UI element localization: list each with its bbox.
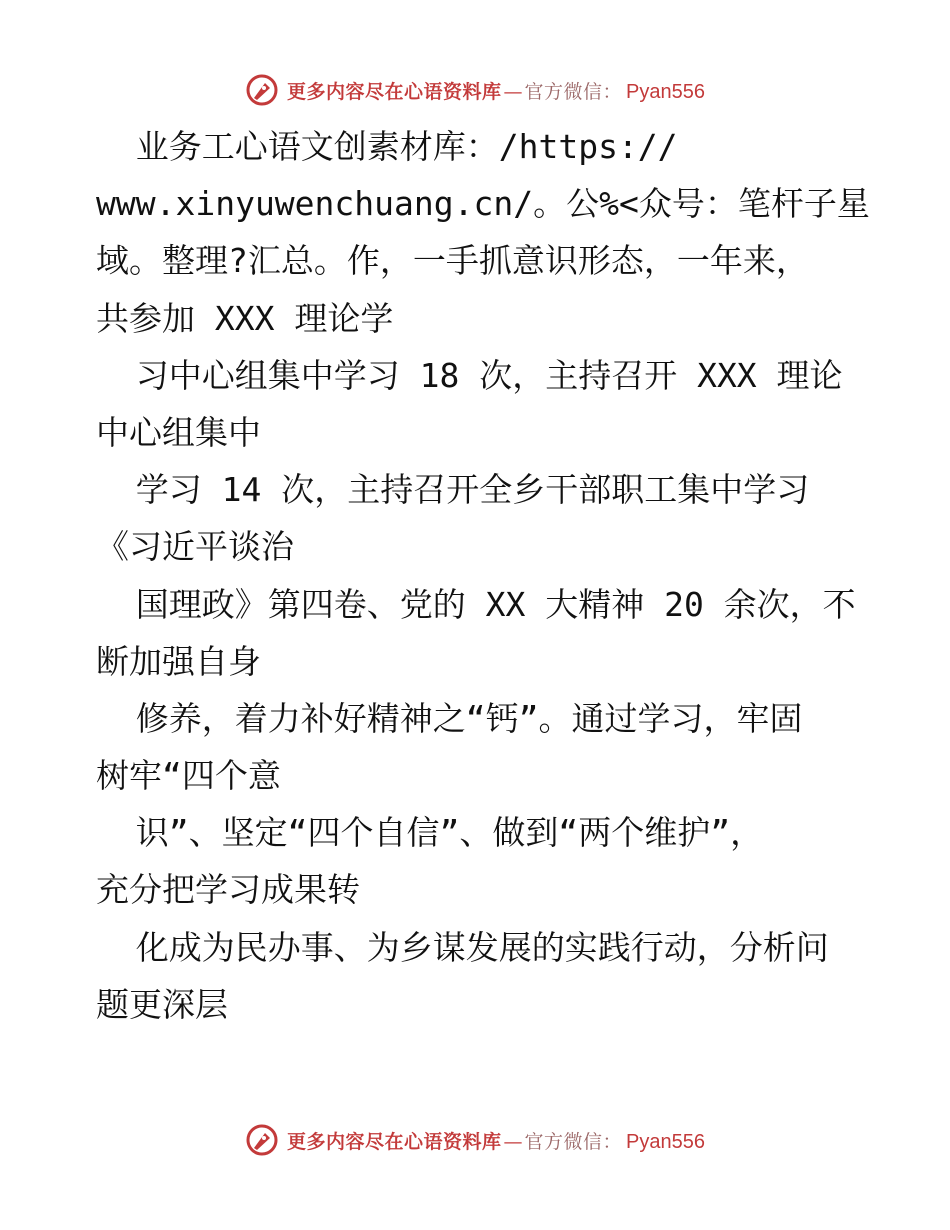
text-line: 《习近平谈治: [96, 527, 294, 567]
text-line: 化成为民办事、为乡谋发展的实践行动，分析问: [96, 927, 829, 967]
text-line: 习中心组集中学习 18 次，主持召开 XXX 理论: [96, 355, 843, 395]
text-line: www.xinyuwenchuang.cn/。公%<众号：笔杆子星: [96, 184, 870, 224]
text-line: 识”、坚定“四个自信”、做到“两个维护”，: [96, 813, 764, 853]
text-line: 业务工心语文创素材库：/https://: [96, 127, 678, 166]
text-line: 国理政》第四卷、党的 XX 大精神 20 余次，不: [96, 584, 856, 624]
footer-text: [287, 1127, 705, 1154]
pen-nib-logo-icon: [245, 1123, 279, 1157]
footer-dash: —: [503, 1130, 523, 1153]
header-banner: [0, 70, 950, 110]
footer-wechat-id: Pyan556: [626, 1130, 705, 1153]
footer-banner: [0, 1120, 950, 1160]
header-text: [287, 77, 705, 104]
text-line: 断加强自身: [96, 641, 261, 681]
footer-wechat-label: 官方微信：: [524, 1130, 623, 1153]
document-body: [96, 118, 870, 1033]
text-line: 充分把学习成果转: [96, 870, 360, 910]
header-wechat-label: 官方微信：: [524, 80, 623, 103]
text-line: 题更深层: [96, 984, 228, 1024]
text-line: 中心组集中: [96, 412, 261, 452]
text-line: 学习 14 次，主持召开全乡干部职工集中学习: [96, 470, 810, 510]
footer-site-name: 更多内容尽在心语资料库: [287, 1130, 502, 1153]
text-line: 树牢“四个意: [96, 756, 281, 796]
header-dash: —: [503, 80, 523, 103]
text-line: 修养，着力补好精神之“钙”。通过学习，牢固: [96, 698, 803, 738]
text-line: 域。整理?汇总。作，一手抓意识形态，一年来，: [96, 241, 809, 281]
text-line: 共参加 XXX 理论学: [96, 298, 394, 338]
header-wechat-id: Pyan556: [626, 80, 705, 103]
pen-nib-logo-icon: [245, 73, 279, 107]
header-site-name: 更多内容尽在心语资料库: [287, 80, 502, 103]
